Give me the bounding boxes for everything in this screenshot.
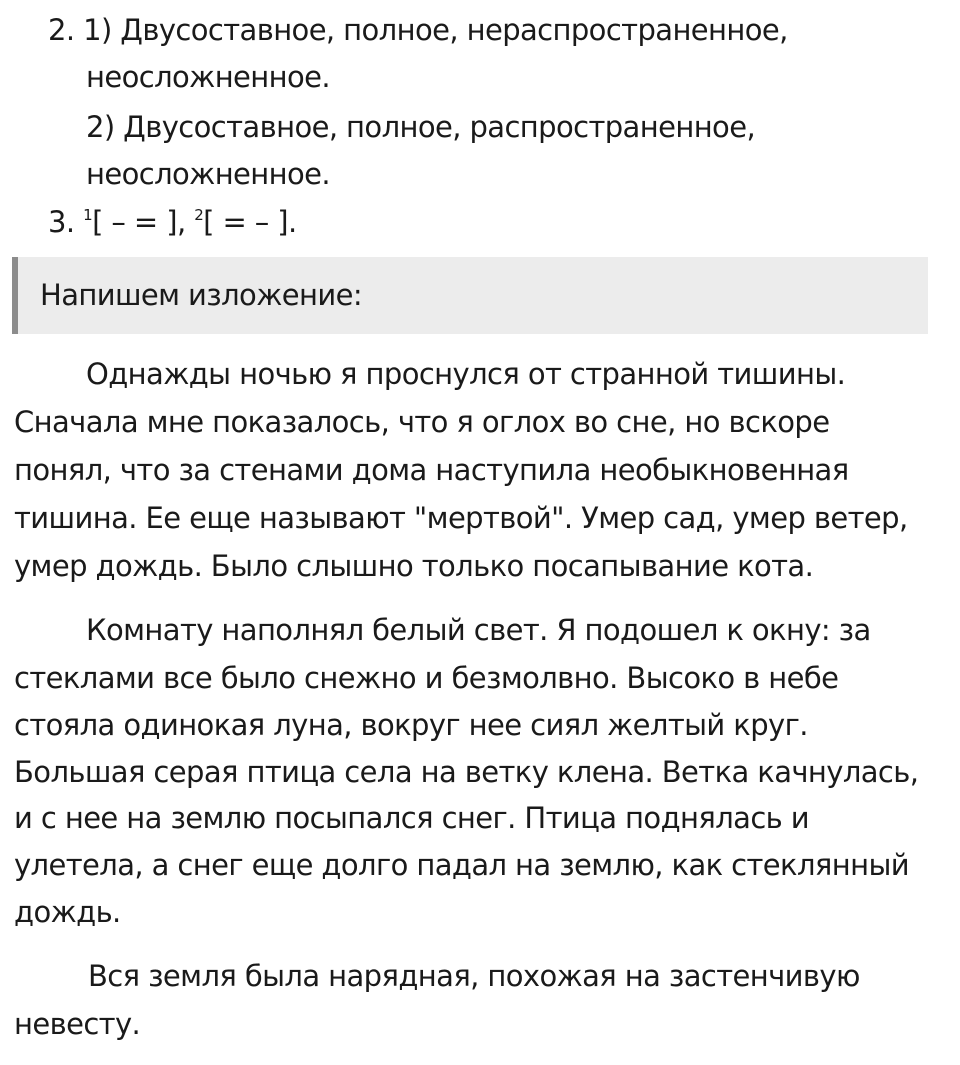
p1-line-4: тишина. Ее еще называют "мертвой". Умер сад, умер ветер, [14,501,908,535]
scheme-2: [ = – ]. [203,205,297,239]
p2-line-4: Большая серая птица села на ветку клена. Ветка качнулась, [14,755,919,789]
scheme-1: [ – = ], [92,205,186,239]
p1-line-5: умер дождь. Было слышно только посапывание кота. [14,549,814,583]
p2-line-7: дождь. [14,895,121,929]
answer-2-line-1 [48,12,788,48]
answer-2-sub2-text: 2) Двусоставное, полное, распространенное, [86,110,756,144]
scheme-1-superscript: 1 [83,206,93,224]
callout-title: Напишем изложение: [40,278,362,312]
p3-line-2: невесту. [14,1007,141,1041]
answer-2-number: 2. [48,13,75,47]
p1-line-3: понял, что за стенами дома наступила необыкновенная [14,453,849,487]
p3-line-1: Вся земля была нарядная, похожая на застенчивую [88,959,860,993]
answer-2-sub1-text: 1) Двусоставное, полное, нераспространенное, [83,13,788,47]
callout-box [12,257,928,334]
p2-line-5: и с нее на землю посыпался снег. Птица поднялась и [14,801,810,835]
scheme-2-superscript: 2 [194,206,204,224]
answer-2-sub2-continuation: неосложненное. [86,157,331,191]
answer-2-sub1-continuation: неосложненное. [86,60,331,94]
p2-line-3: стояла одинокая луна, вокруг нее сиял желтый круг. [14,708,808,742]
p2-line-2: стеклами все было снежно и безмолвно. Высоко в небе [14,661,839,695]
p1-line-2: Сначала мне показалось, что я оглох во сне, но вскоре [14,405,830,439]
p1-line-1: Однажды ночью я проснулся от странной тишины. [86,357,846,391]
answer-3-line [48,204,297,240]
answer-3-number: 3. [48,205,75,239]
p2-line-1: Комнату наполнял белый свет. Я подошел к окну: за [86,613,871,647]
p2-line-6: улетела, а снег еще долго падал на землю, как стеклянный [14,848,909,882]
